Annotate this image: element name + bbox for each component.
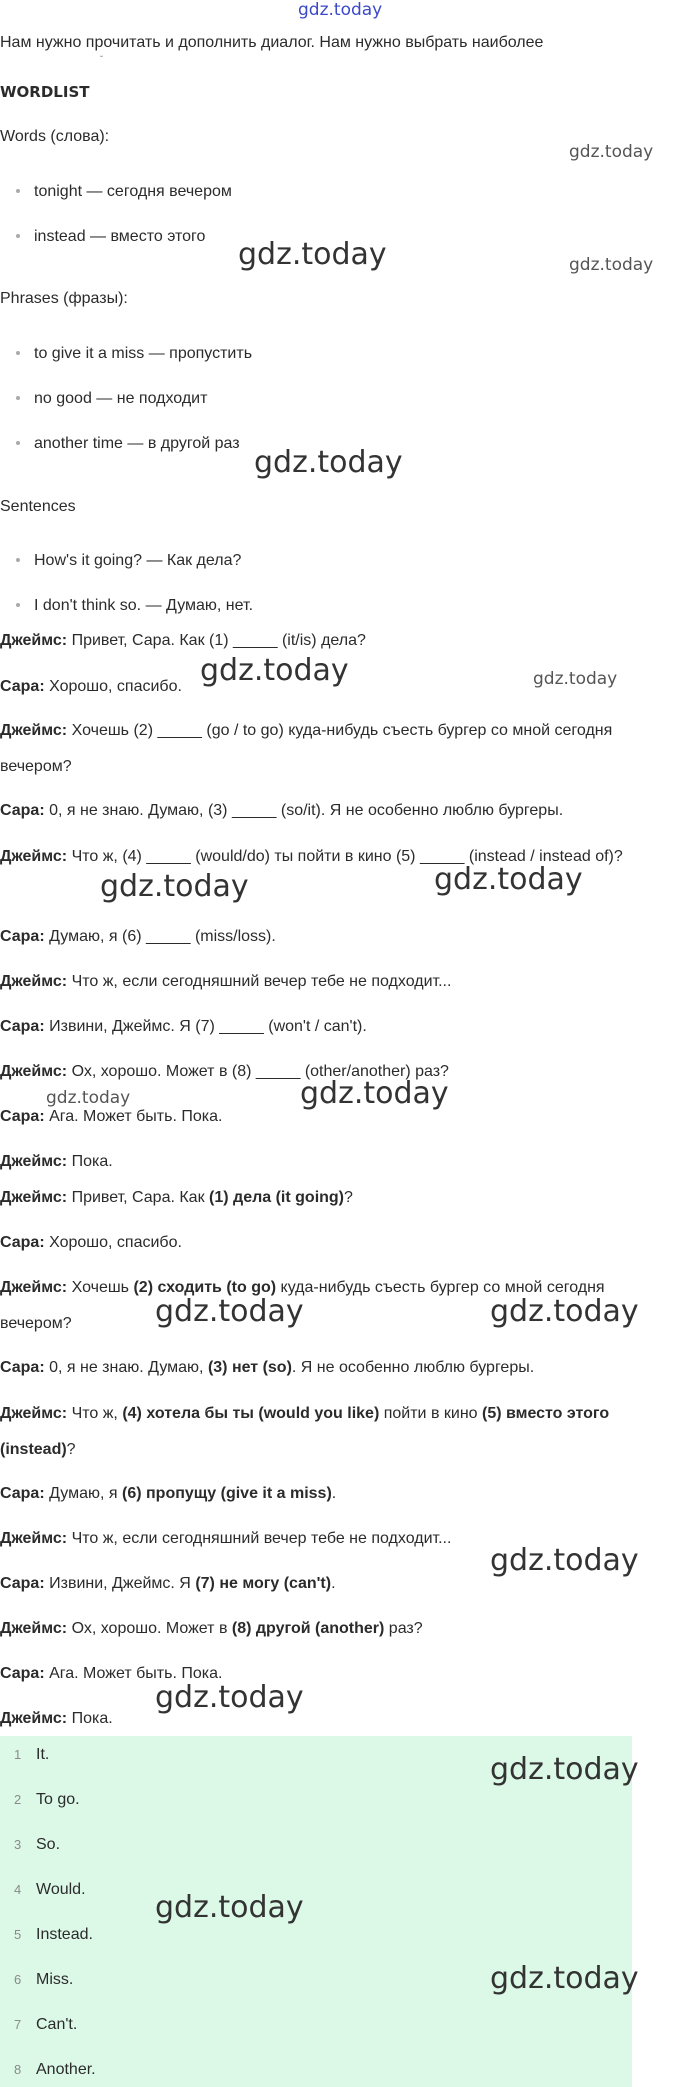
answer-item: 4 Would. [14,1881,86,1898]
solution-line-5: Джеймс: Что ж, (4) хотела бы ты (would you like) пойти в кино (5) вместо этого (instead)? [0,1405,610,1458]
watermark: gdz.today [569,255,654,275]
intro-text: Нам нужно прочитать и дополнить диалог. Нам нужно выбрать наиболее [0,34,544,51]
watermark: gdz.today [490,1961,639,1996]
answer-item: 6 Miss. [14,1971,74,1988]
phrase-item: no good — не подходит [16,388,207,410]
solution-line-1: Джеймс: Привет, Сара. Как (1) дела (it going)? [0,1189,353,1206]
task-line-7: Джеймс: Что ж, если сегодняшний вечер тебе не подходит... [0,973,452,990]
task-line-8: Сара: Извини, Джеймс. Я (7) _____ (won't / can't). [0,1018,367,1035]
task-line-3: Джеймс: Хочешь (2) _____ (go / to go) куда-нибудь съесть бургер со мной сегодня вечером? [0,722,613,775]
watermark: gdz.today [155,1294,304,1329]
sentence-item: How's it going? — Как дела? [16,550,241,572]
bullet-icon [16,351,20,355]
solution-line-10: Сара: Ага. Может быть. Пока. [0,1665,223,1682]
task-line-10: Сара: Ага. Может быть. Пока. [0,1108,223,1125]
solution-line-4: Сара: 0, я не знаю. Думаю, (3) нет (so). Я не особенно люблю бургеры. [0,1359,535,1376]
bullet-icon [16,441,20,445]
intro-cut-marks: ˘ [100,55,104,66]
bullet-icon [16,396,20,400]
word-item: tonight — сегодня вечером [16,181,232,203]
watermark: gdz.today [254,445,403,480]
solution-line-7: Джеймс: Что ж, если сегодняшний вечер тебе не подходит... [0,1530,452,1547]
task-line-11: Джеймс: Пока. [0,1153,113,1170]
answer-item: 7 Can't. [14,2016,78,2033]
solution-line-6: Сара: Думаю, я (6) пропущу (give it a miss). [0,1485,337,1502]
watermark: gdz.today [490,1294,639,1329]
sentences-heading: Sentences [0,498,76,515]
watermark: gdz.today [155,1890,304,1925]
solution-line-3: Джеймс: Хочешь (2) сходить (to go) куда-нибудь съесть бургер со мной сегодня вечером? [0,1279,605,1332]
bullet-icon [16,603,20,607]
bullet-icon [16,234,20,238]
word-item: instead — вместо этого [16,226,205,248]
task-line-1: Джеймс: Привет, Сара. Как (1) _____ (it/is) дела? [0,632,366,649]
task-line-4: Сара: 0, я не знаю. Думаю, (3) _____ (so/it). Я не особенно люблю бургеры. [0,802,564,819]
phrases-heading: Phrases (фразы): [0,290,128,307]
brand-logo[interactable]: gdz.today [298,0,383,20]
task-line-9: Джеймс: Ох, хорошо. Может в (8) _____ (other/another) раз? [0,1063,449,1080]
watermark: gdz.today [300,1076,449,1111]
answer-item: 5 Instead. [14,1926,93,1943]
solution-line-9: Джеймс: Ох, хорошо. Может в (8) другой (another) раз? [0,1620,423,1637]
answer-item: 1 It. [14,1746,50,1763]
task-line-2: Сара: Хорошо, спасибо. [0,678,182,695]
words-heading: Words (слова): [0,128,110,145]
answer-item: 2 To go. [14,1791,80,1808]
watermark: gdz.today [155,1680,304,1715]
solution-line-11: Джеймс: Пока. [0,1710,113,1727]
phrase-item: to give it a miss — пропустить [16,343,252,365]
watermark: gdz.today [434,862,583,897]
watermark: gdz.today [200,653,349,688]
answers-panel [0,1736,632,2087]
solution-line-2: Сара: Хорошо, спасибо. [0,1234,182,1251]
bullet-icon [16,189,20,193]
watermark: gdz.today [490,1752,639,1787]
watermark: gdz.today [100,869,249,904]
answer-item: 8 Another. [14,2061,96,2078]
watermark: gdz.today [569,142,654,162]
watermark: gdz.today [46,1088,131,1108]
sentence-item: I don't think so. — Думаю, нет. [16,595,253,617]
wordlist-title: WORDLIST [0,83,90,101]
task-line-6: Сара: Думаю, я (6) _____ (miss/loss). [0,928,276,945]
bullet-icon [16,558,20,562]
answer-item: 3 So. [14,1836,61,1853]
watermark: gdz.today [490,1543,639,1578]
solution-line-8: Сара: Извини, Джеймс. Я (7) не могу (can't). [0,1575,336,1592]
phrase-item: another time — в другой раз [16,433,240,455]
watermark: gdz.today [533,669,618,689]
watermark: gdz.today [238,237,387,272]
task-line-5: Джеймс: Что ж, (4) _____ (would/do) ты пойти в кино (5) _____ (instead / instead of)? [0,848,623,865]
